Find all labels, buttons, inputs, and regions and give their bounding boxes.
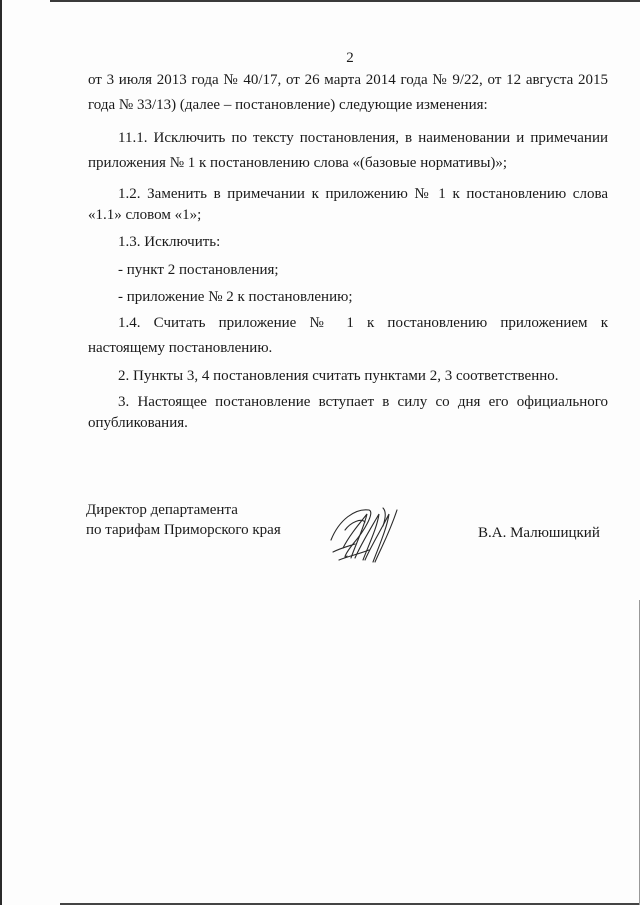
body-line: приложения № 1 к постановлению слова «(базовые нормативы)»; [88,155,508,171]
body-line: 3. Настоящее постановление вступает в силу со дня его официального [118,394,608,410]
signatory-position-line: по тарифам Приморского края [86,522,281,538]
body-line: 11.1. Исключить по тексту постановления, в наименовании и примечании [118,130,608,146]
body-line: настоящему постановлению. [88,340,273,356]
scan-edge-left [0,0,2,905]
body-line: 1.4. Считать приложение № 1 к постановлению приложением к [118,315,608,331]
body-line: года № 33/13) (далее – постановление) следующие изменения: [88,97,488,113]
body-line: «1.1» словом «1»; [88,207,202,223]
body-line: от 3 июля 2013 года № 40/17, от 26 марта 2014 года № 9/22, от 12 августа 2015 [88,72,608,88]
list-item: - приложение № 2 к постановлению; [118,289,353,305]
list-item: - пункт 2 постановления; [118,262,279,278]
signatory-name: В.А. Малюшицкий [478,525,600,541]
scan-edge-top [50,0,640,2]
handwritten-signature-icon [325,500,405,570]
body-line: 1.3. Исключить: [118,234,221,250]
signatory-position-line: Директор департамента [86,502,238,518]
body-line: 2. Пункты 3, 4 постановления считать пунктами 2, 3 соответственно. [118,368,559,384]
body-line: опубликования. [88,415,188,431]
signatory-position [86,500,281,540]
page-number: 2 [346,50,354,66]
body-line: 1.2. Заменить в примечании к приложению № 1 к постановлению слова [118,186,608,202]
